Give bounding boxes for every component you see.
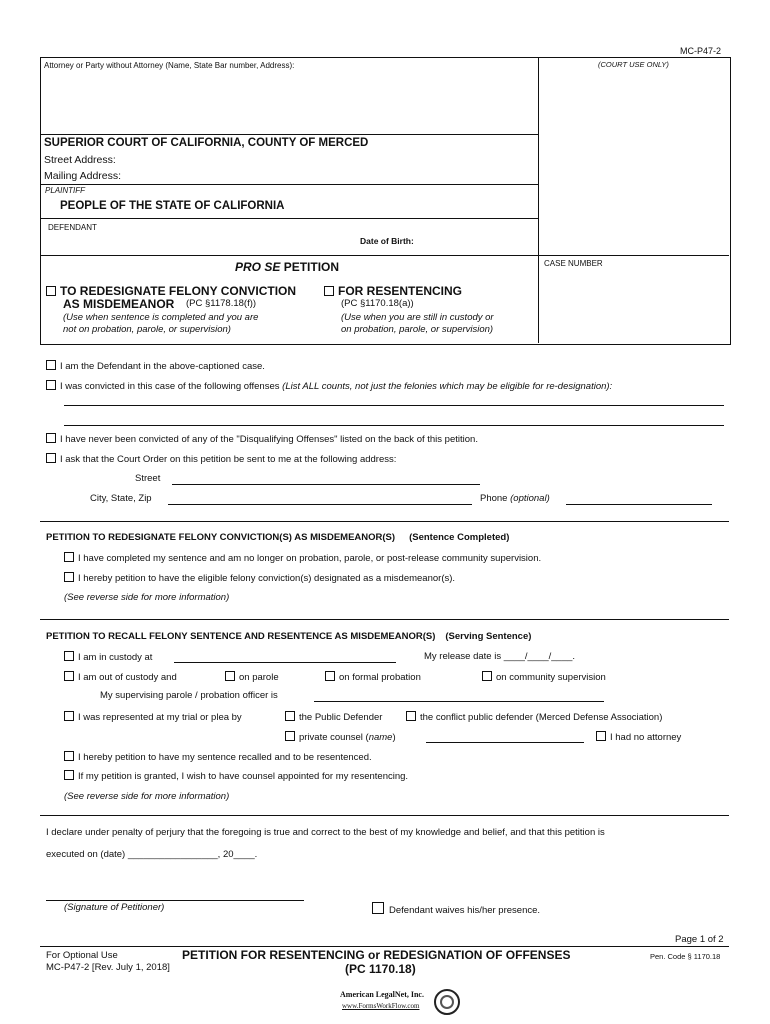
court-name: SUPERIOR COURT OF CALIFORNIA, COUNTY OF MERCED [44, 137, 369, 149]
redesignate-checkbox[interactable] [46, 286, 56, 296]
court-use-label: (COURT USE ONLY) [598, 60, 669, 69]
dob-label: Date of Birth: [360, 236, 414, 246]
footer-title: PETITION FOR RESENTENCING or REDESIGNATION OF OFFENSES [182, 948, 571, 962]
mailing-address-label: Mailing Address: [44, 170, 122, 182]
redesignate-code: (PC §1178.18(f)) [186, 298, 257, 309]
redesignate-petition-item[interactable]: I hereby petition to have the eligible felony conviction(s) designated as a misdemeanor(s). [64, 572, 455, 584]
checkbox[interactable] [46, 433, 56, 443]
waiver-checkbox[interactable] [372, 902, 384, 914]
street-address-label: Street Address: [44, 154, 116, 166]
checkbox[interactable] [482, 671, 492, 681]
resentencing-code: (PC §1170.18(a)) [341, 298, 414, 309]
checkbox[interactable] [64, 770, 74, 780]
seal-icon [434, 989, 460, 1015]
pen-code: Pen. Code § 1170.18 [650, 952, 721, 961]
checkbox[interactable] [285, 711, 295, 721]
declaration-text: I declare under penalty of perjury that the foregoing is true and correct to the best of my knowledge and belief, and that this petition is [46, 827, 605, 838]
section2-title: PETITION TO RECALL FELONY SENTENCE AND RESENTENCE AS MISDEMEANOR(S) (Serving Sentence) [46, 631, 532, 642]
private-counsel-option[interactable]: private counsel (name) [285, 731, 396, 743]
optional-use: For Optional Use [46, 950, 118, 961]
checkbox[interactable] [64, 572, 74, 582]
form-id: MC-P47-2 [680, 46, 722, 56]
conflict-defender-option[interactable]: the conflict public defender (Merced Defense Association) [406, 711, 662, 723]
intro-item-address[interactable]: I ask that the Court Order on this petition be sent to me at the following address: [46, 453, 396, 465]
page-number: Page 1 of 2 [675, 934, 724, 945]
section1-note: (See reverse side for more information) [64, 592, 230, 603]
offenses-line-1[interactable] [64, 405, 724, 406]
recall-item[interactable]: I hereby petition to have my sentence recalled and to be resentenced. [64, 751, 372, 763]
revision-date: MC-P47-2 [Rev. July 1, 2018] [46, 962, 170, 973]
sentence-completed-item[interactable]: I have completed my sentence and am no longer on probation, parole, or post-release community supervision. [64, 552, 541, 564]
checkbox[interactable] [406, 711, 416, 721]
out-of-custody-item[interactable]: I am out of custody and [64, 671, 177, 683]
intro-item-disqualifying[interactable]: I have never been convicted of any of the "Disqualifying Offenses" listed on the back of this petition. [46, 433, 478, 445]
checkbox[interactable] [64, 651, 74, 661]
resentencing-note2: on probation, parole, or supervision) [341, 324, 494, 335]
checkbox[interactable] [325, 671, 335, 681]
city-field[interactable] [168, 504, 472, 505]
signature-label: (Signature of Petitioner) [64, 902, 165, 913]
attorney-label: Attorney or Party without Attorney (Name, State Bar number, Address): [44, 61, 295, 70]
checkbox[interactable] [46, 380, 56, 390]
checkbox[interactable] [285, 731, 295, 741]
counsel-item[interactable]: If my petition is granted, I wish to have counsel appointed for my resentencing. [64, 770, 408, 782]
street-label: Street [135, 473, 161, 484]
checkbox[interactable] [64, 552, 74, 562]
resentencing-checkbox[interactable] [324, 286, 334, 296]
redesignate-option[interactable]: TO REDESIGNATE FELONY CONVICTION [46, 284, 296, 298]
release-date-label: My release date is ____/____/____. [424, 651, 576, 662]
phone-field[interactable] [566, 504, 712, 505]
no-attorney-option[interactable]: I had no attorney [596, 731, 681, 743]
offenses-line-2[interactable] [64, 425, 724, 426]
publisher-logo [338, 987, 460, 1015]
defendant-label: DEFENDANT [48, 223, 97, 232]
publisher-url: www.FormsWorkFlow.com [342, 1002, 420, 1010]
resentencing-note1: (Use when you are still in custody or [341, 312, 494, 323]
redesignate-note2: not on probation, parole, or supervision) [63, 324, 231, 335]
section2-note: (See reverse side for more information) [64, 791, 230, 802]
section1-title: PETITION TO REDESIGNATE FELONY CONVICTION(S) AS MISDEMEANOR(S) (Sentence Completed) [46, 532, 510, 543]
city-label: City, State, Zip [90, 493, 152, 504]
checkbox[interactable] [225, 671, 235, 681]
formal-probation-option[interactable]: on formal probation [325, 671, 421, 683]
waiver-option[interactable]: Defendant waives his/her presence. [372, 902, 540, 916]
intro-item-defendant[interactable]: I am the Defendant in the above-captioned case. [46, 360, 265, 372]
intro-item-offenses[interactable]: I was convicted in this case of the following offenses (List ALL counts, not just the felonies which may be eligible for re-designation): [46, 380, 612, 392]
officer-field[interactable] [314, 701, 604, 702]
footer-code: (PC 1170.18) [345, 962, 416, 976]
petition-title: PRO SE PETITION [235, 260, 340, 274]
publisher-name: American LegalNet, Inc. [340, 990, 424, 999]
signature-line[interactable] [46, 900, 304, 901]
represented-item[interactable]: I was represented at my trial or plea by [64, 711, 242, 723]
street-field[interactable] [172, 484, 480, 485]
redesignate-line2: AS MISDEMEANOR [63, 297, 175, 311]
community-supervision-option[interactable]: on community supervision [482, 671, 606, 683]
redesignate-note1: (Use when sentence is completed and you are [63, 312, 259, 323]
phone-label: Phone (optional) [480, 493, 550, 504]
case-number-label: CASE NUMBER [544, 259, 603, 268]
custody-location-field[interactable] [174, 662, 396, 663]
attorney-field[interactable] [44, 74, 534, 132]
court-use-divider [538, 57, 539, 343]
checkbox[interactable] [64, 671, 74, 681]
checkbox[interactable] [46, 453, 56, 463]
checkbox[interactable] [64, 711, 74, 721]
checkbox[interactable] [64, 751, 74, 761]
public-defender-option[interactable]: the Public Defender [285, 711, 382, 723]
parole-option[interactable]: on parole [225, 671, 279, 683]
officer-label: My supervising parole / probation officer is [100, 690, 278, 701]
in-custody-item[interactable]: I am in custody at [64, 651, 152, 663]
checkbox[interactable] [596, 731, 606, 741]
case-number-field[interactable] [544, 272, 724, 338]
plaintiff-label: PLAINTIFF [45, 186, 86, 195]
resentencing-option[interactable]: FOR RESENTENCING [324, 284, 462, 298]
private-counsel-name-field[interactable] [426, 742, 584, 743]
plaintiff-name: PEOPLE OF THE STATE OF CALIFORNIA [60, 200, 285, 212]
executed-date[interactable]: executed on (date) _________________, 20____. [46, 849, 258, 860]
checkbox[interactable] [46, 360, 56, 370]
